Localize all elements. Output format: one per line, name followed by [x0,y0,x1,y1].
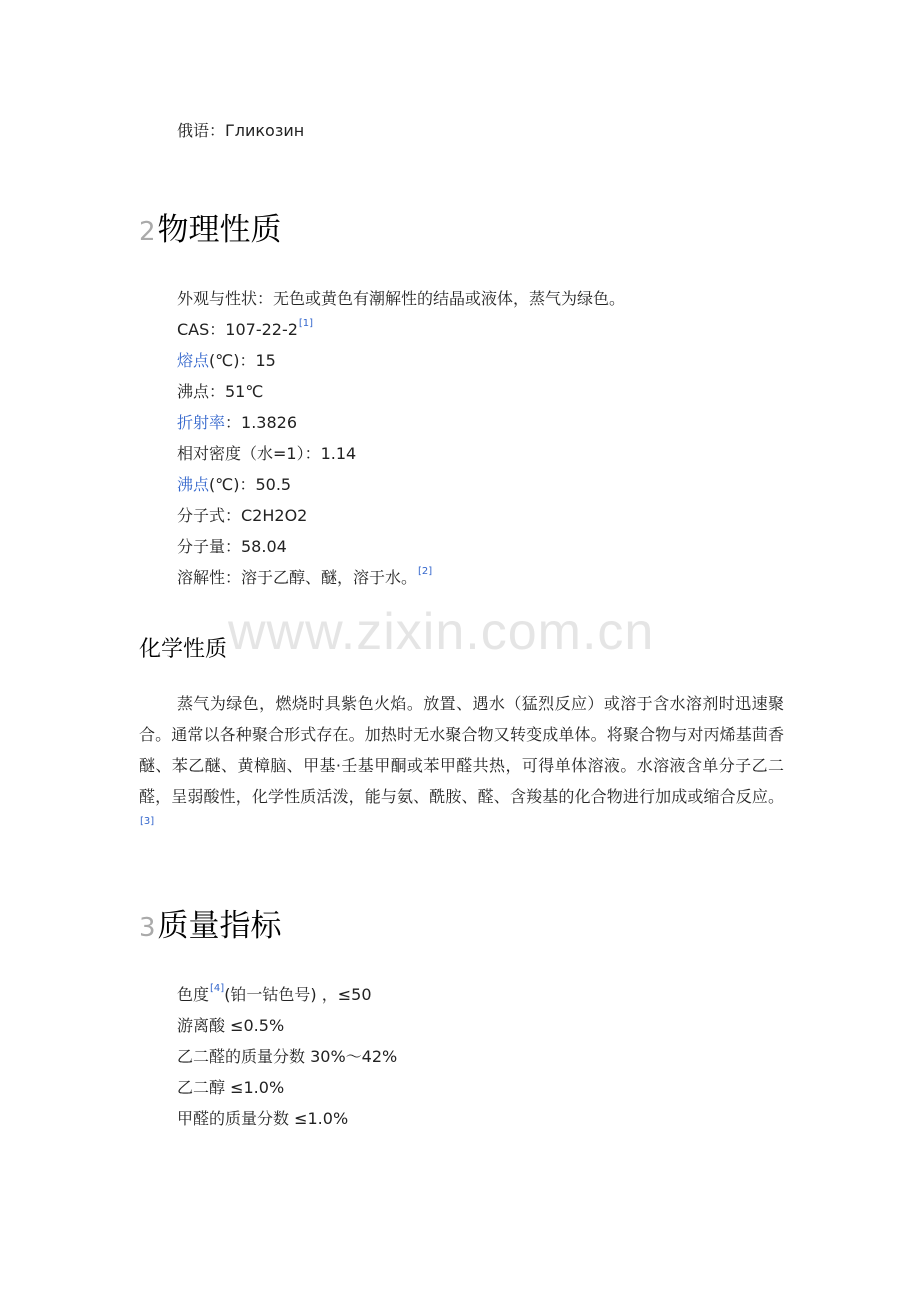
reference-4-link[interactable]: [4] [210,983,225,994]
chroma-value: (铂一钴色号) ，≤50 [224,985,372,1004]
relative-density-line: 相对密度（水=1）：1.14 [177,444,357,463]
chroma-label: 色度 [177,985,210,1004]
solubility-line [177,568,432,588]
appearance-line: 外观与性状：无色或黄色有潮解性的结晶或液体，蒸气为绿色。 [177,289,626,308]
refractive-index-value: ：1.3826 [225,413,298,432]
reference-1-link[interactable]: [1] [298,318,314,329]
quality-item: 乙二醛的质量分数 30%～42% [177,1047,398,1066]
russian-name-line: 俄语：Гликозин [177,121,305,140]
melting-point-line [177,351,276,371]
solubility-text: 溶解性：溶于乙醇、醚，溶于水。 [177,568,418,587]
boiling-point-link[interactable]: 沸点 [177,475,210,494]
molecular-formula-line: 分子式：C2H2O2 [177,506,308,525]
watermark: www.zixin.com.cn [228,603,655,661]
section-3-title: 质量指标 [157,908,282,944]
cas-value: 107-22-2 [225,320,298,339]
section-2-number: 2 [139,217,156,247]
molecular-weight-line: 分子量：58.04 [177,537,287,556]
section-3-heading [139,900,282,945]
section-3-number: 3 [139,913,156,943]
melting-point-link[interactable]: 熔点 [177,351,210,370]
chemical-properties-heading: 化学性质 [139,637,228,662]
melting-point-value: (℃)：15 [209,351,276,370]
boiling-point-2-line [177,475,291,495]
reference-2-link[interactable]: [2] [418,566,433,577]
section-2-title: 物理性质 [157,212,282,248]
refractive-index-line [177,413,297,433]
refractive-index-link[interactable]: 折射率 [177,413,226,432]
cas-label: CAS： [177,320,226,339]
cas-line [177,320,313,340]
reference-3-link[interactable]: [3] [140,816,155,827]
chemical-properties-paragraph [139,688,784,843]
boiling-point-line: 沸点：51℃ [177,382,264,401]
quality-item: 乙二醇 ≤1.0% [177,1078,285,1097]
quality-item: 甲醛的质量分数 ≤1.0% [177,1109,349,1128]
boiling-point-2-value: (℃)：50.5 [209,475,292,494]
chemical-properties-text: 蒸气为绿色，燃烧时具紫色火焰。放置、遇水（猛烈反应）或溶于含水溶剂时迅速聚合。通常以各种聚合形式存在。加热时无水聚合物又转变成单体。将聚合物与对丙烯基茴香醚、苯乙醚、黄樟脑、甲基·壬基甲酮或苯甲醛共热，可得单体溶液。水溶液含单分子乙二醛，呈弱酸性，化学性质活泼，能与氨、酰胺、醛、含羧基的化合物进行加成或缩合反应。 [139,694,784,806]
chroma-line [177,985,372,1005]
quality-item: 游离酸 ≤0.5% [177,1016,285,1035]
section-2-heading [139,204,282,249]
